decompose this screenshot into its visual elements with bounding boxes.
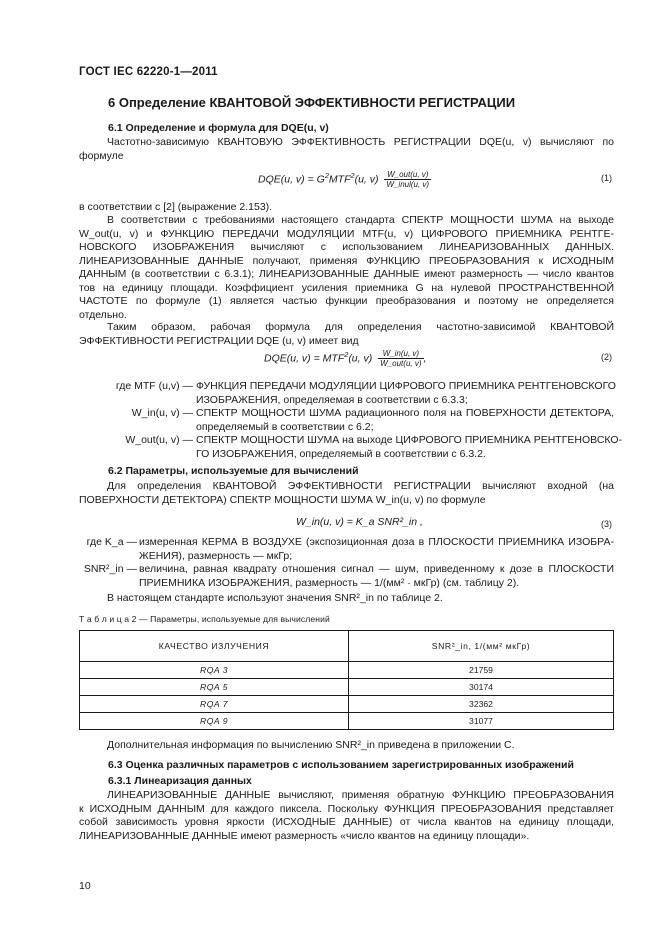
s62-paragraph-1	[79, 480, 614, 507]
text-line: ЛИНЕАРИЗОВАННЫЕ ДАННЫЕ вычисляют, применяя обратную ФУНКЦИЮ ПРЕОБРАЗОВАНИЯ	[107, 789, 614, 801]
section-6-title: 6 Определение КВАНТОВОЙ ЭФФЕКТИВНОСТИ РЕГИСТРАЦИИ	[108, 95, 516, 110]
value-cell: 30174	[349, 679, 614, 696]
table-header-row	[80, 631, 614, 662]
fraction	[378, 349, 423, 368]
equation-number-3: (3)	[601, 519, 612, 529]
text-line: СПЕКТР МОЩНОСТИ ШУМА на выходе ЦИФРОВОГО ПРИЕМНИКА РЕНТГЕНОВСКО-	[196, 434, 623, 446]
text-line: ЭФФЕКТИВНОСТИ РЕГИСТРАЦИИ DQE (u, v) имеет вид	[79, 334, 359, 347]
numerator: W_out(u, v)	[384, 170, 431, 180]
equation-number-2: (2)	[601, 352, 612, 362]
text-line: В соответствии с требованиями настоящего стандарта СПЕКТР МОЩНОСТИ ШУМА на выходе	[107, 214, 614, 226]
formula-text: (u, v)	[348, 352, 373, 365]
s62-paragraph-2	[79, 592, 614, 606]
text-line: определяемый в соответствии с 6.2;	[196, 420, 374, 433]
text-line: НОВСКОГО ИЗОБРАЖЕНИЯ вычисляют с использованием ЛИНЕАРИЗОВАННЫХ ДАННЫХ.	[79, 241, 614, 253]
table-caption: Т а б л и ц а 2 — Параметры, используемые для вычислений	[79, 614, 330, 624]
definition-term: где K_a —	[86, 536, 137, 548]
text-line: тов на единицу площади. Коэффициент усиления приемника G на нулевой ПРОСТРАНСТВЕННОЙ	[79, 281, 614, 294]
s61-paragraph-1	[79, 136, 614, 163]
after-table-paragraph	[79, 739, 614, 753]
text-line: ИЗОБРАЖЕНИЯ, определяемая в соответствии с 6.3.3;	[196, 393, 468, 406]
s61-paragraph-4	[79, 321, 614, 348]
quality-cell: RQA 7	[80, 696, 349, 713]
page-number: 10	[79, 880, 91, 892]
denominator: W_out(u, v)	[380, 359, 422, 368]
text-line: Таким образом, рабочая формула для определения частотно-зависимой КВАНТОВОЙ	[107, 321, 614, 333]
table-row	[80, 713, 614, 730]
equation-number-1: (1)	[601, 173, 612, 183]
table-row	[80, 696, 614, 713]
numerator: W_in(u, v)	[378, 349, 423, 359]
definition-term: W_out(u, v) —	[125, 434, 193, 446]
section-6-1-title: 6.1 Определение и формула для DQE(u, v)	[108, 122, 329, 134]
quality-cell: RQA 5	[80, 679, 349, 696]
formula-text: DQE(u, v) = G	[258, 173, 325, 186]
text-line: измеренная КЕРМА В ВОЗДУХЕ (экспозиционная доза в ПЛОСКОСТИ ПРИЕМНИКА ИЗОБРА-	[139, 536, 614, 548]
text-line: к ИСХОДНЫМ ДАННЫМ для каждого пиксела. Поскольку ФУНКЦИЯ ПРЕОБРАЗОВАНИЯ представляет	[79, 802, 614, 815]
s631-paragraph	[79, 789, 614, 843]
formula-text: MTF	[328, 173, 351, 186]
text-line: Дополнительная информация по вычислению SNR²_in приведена в приложении С.	[107, 739, 515, 751]
text-line: отдельно.	[79, 308, 127, 321]
value-cell: 31077	[349, 713, 614, 730]
value-cell: 32362	[349, 696, 614, 713]
formula-1: DQE(u, $v) = G^2MTF^2(u$, v) $\frac{\text{W\_out(u, v)}}{\text{W\_inul(u, v)}}$	[258, 170, 430, 189]
definition-term: SNR²_in —	[83, 563, 137, 575]
text-line: ЖЕНИЯ), размерность — мкГр;	[139, 549, 293, 562]
quality-cell: RQA 9	[80, 713, 349, 730]
value-cell: 21759	[349, 662, 614, 679]
text-line: ГО ИЗОБРАЖЕНИЯ, определяемый в соответствии с 6.3.2.	[196, 447, 486, 460]
formula-text: DQE(u, v) = MTF	[264, 352, 345, 365]
text-line: Частотно-зависимую КВАНТОВУЮ ЭФФЕКТИВНОСТЬ РЕГИСТРАЦИИ DQE(u, v) вычисляют по	[107, 136, 614, 148]
table-row	[80, 679, 614, 696]
text-line: ЛИНЕАРИЗОВАННЫЕ ДАННЫЕ получают, применяя ФУНКЦИЮ ПРЕОБРАЗОВАНИЯ к ИСХОДНЫМ	[79, 254, 614, 267]
text-line: В настоящем стандарте используют значения SNR²_in по таблице 2.	[107, 592, 443, 604]
standard-header: ГОСТ IEC 62220-1—2011	[79, 66, 218, 78]
formula-text: (u, v)	[354, 173, 379, 186]
text-line: W_out(u, v) и ФУНКЦИЮ ПЕРЕДАЧИ МОДУЛЯЦИИ MTF(u, v) ЦИФРОВОГО ПРИЕМНИКА РЕНТГЕ-	[79, 227, 614, 240]
text-line: величина, равная квадрату отношения сигнал — шум, приведенному к дозе в ПЛОСКОСТИ	[139, 563, 614, 575]
text-line: СПЕКТР МОЩНОСТИ ШУМА радиационного поля на ПОВЕРХНОСТИ ДЕТЕКТОРА,	[196, 407, 614, 419]
formula-3: W_in(u, v) = K_a SNR²_in ,	[296, 516, 423, 528]
text-line: ЛИНЕАРИЗОВАННЫЕ ДАННЫЕ имеют размерность «число квантов на единицу площади».	[79, 829, 530, 842]
section-6-3-title: 6.3 Оценка различных параметров с использованием зарегистрированных изображений	[108, 759, 574, 771]
text-line: ПРИЕМНИКА ИЗОБРАЖЕНИЯ, размерность — 1/(мм² · мкГр) (см. таблицу 2).	[139, 576, 520, 589]
text-line: ФУНКЦИЯ ПЕРЕДАЧИ МОДУЛЯЦИИ ЦИФРОВОГО ПРИЕМНИКА РЕНТГЕНОВСКОГО	[196, 380, 616, 392]
table-row	[80, 662, 614, 679]
text-line: ЧАСТОТЕ по формуле (1) является частью функции преобразования и поэтому не определяется	[79, 295, 614, 307]
text-line: ПОВЕРХНОСТИ ДЕТЕКТОРА) СПЕКТР МОЩНОСТИ ШУМА W_in(u, v) по формуле	[79, 493, 486, 506]
text-line: ДАННЫМ (в соответствии с 6.3.1); ЛИНЕАРИЗОВАННЫЕ ДАННЫЕ имеют размерность — число квантов	[79, 268, 614, 280]
section-6-2-title: 6.2 Параметры, используемые для вычислений	[108, 465, 359, 477]
text-line: Для определения КВАНТОВОЙ ЭФФЕКТИВНОСТИ РЕГИСТРАЦИИ вычисляют входной (на	[107, 480, 614, 492]
formula-2: DQE(u, $v) = MTF^2(u$, v) $\frac{W\_in(u, v)}{\text{W\_out(u, v)}}$ ,	[264, 349, 427, 368]
text-line: формуле	[79, 149, 124, 162]
quality-cell: RQA 3	[80, 662, 349, 679]
section-6-3-1-title: 6.3.1 Линеаризация данных	[108, 775, 252, 787]
definition-term: где MTF (u,v) —	[115, 380, 193, 392]
definition-term: W_in(u, v) —	[131, 407, 193, 419]
fraction	[384, 170, 431, 189]
column-header-snr: SNR²_in, 1/(мм² мкГр)	[349, 631, 614, 662]
column-header-quality: КАЧЕСТВО ИЗЛУЧЕНИЯ	[80, 631, 349, 662]
s61-paragraph-3	[79, 214, 614, 322]
parameters-table	[79, 630, 614, 730]
s61-paragraph-2	[79, 201, 614, 215]
formula-text: ,	[423, 352, 427, 365]
text-line: собой зависимость уровня яркости (ИСХОДНЫЕ ДАННЫЕ) от числа квантов на единицу площади,	[79, 816, 614, 828]
text-line: в соответствии с [2] (выражение 2.153).	[79, 201, 273, 213]
denominator: W_inul(u, v)	[386, 180, 430, 189]
